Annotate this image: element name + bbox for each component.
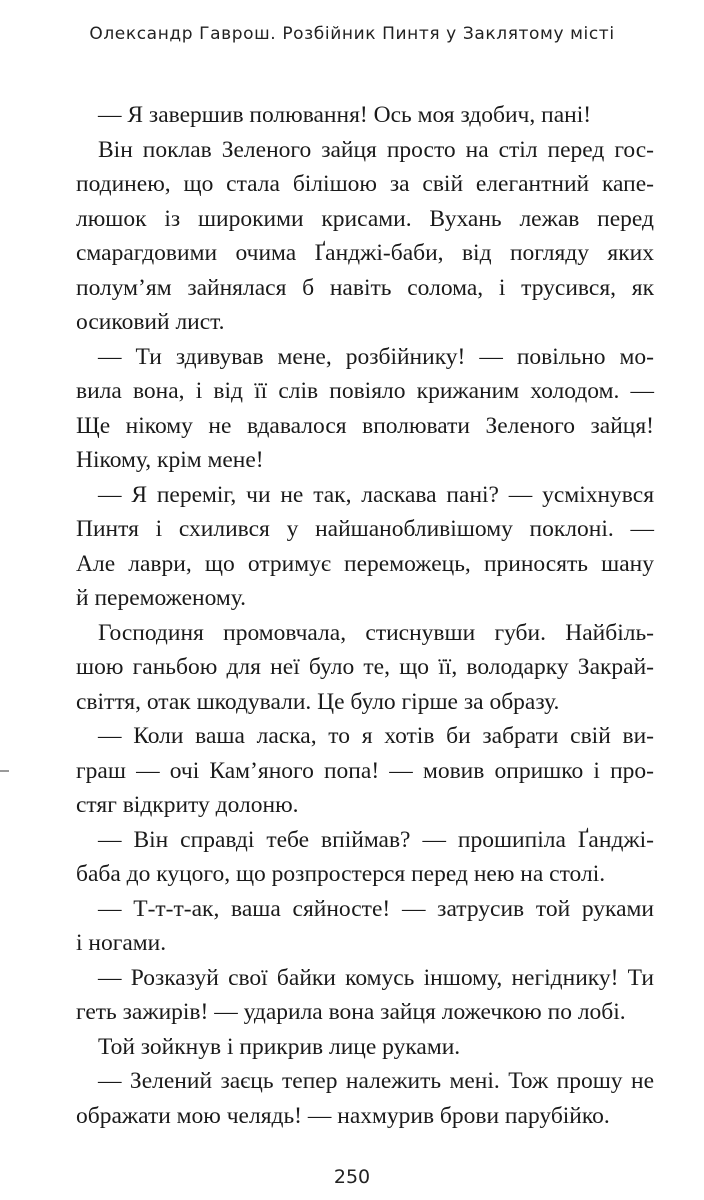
text-line: осиковий лист. <box>76 309 225 335</box>
text-line: — Т-т-т-ак, ваша сяйносте! — затрусив той руками <box>98 895 654 922</box>
text-line: — Розказуй свої байки комусь іншому, негіднику! Ти <box>98 964 654 991</box>
text-line: свіття, отак шкодували. Це було гірше за образу. <box>76 688 560 715</box>
text-line: Нікому, крім мене! <box>76 447 264 473</box>
text-line: шою ганьбою для неї було те, що її, володарку Закрай- <box>76 654 654 680</box>
text-line: стяг відкриту долоню. <box>76 792 299 818</box>
text-line: подинею, що стала білішою за свій елегантний капе- <box>76 171 654 197</box>
text-line: Той зойкнув і прикрив лице руками. <box>98 1033 461 1060</box>
text-line: — Зелений заєць тепер належить мені. Тож прошу не <box>98 1068 654 1094</box>
text-line: граш — очі Кам’яного попа! — мовив опришко і про- <box>76 757 654 784</box>
text-line: Ще нікому не вдавалося вполювати Зеленого зайця! <box>76 412 654 439</box>
text-line: геть зажирів! — ударила вона зайця ложечкою по лобі. <box>76 999 626 1025</box>
text-line: — Він справді тебе впіймав? — прошипіла Ґанджі- <box>98 826 654 853</box>
text-line: люшок із широкими крисами. Вухань лежав перед <box>76 205 654 232</box>
page-number: 250 <box>333 1166 371 1188</box>
text-line: Він поклав Зеленого зайця просто на стіл перед гос- <box>98 136 654 163</box>
body-text <box>76 98 654 1133</box>
text-line: й переможеному. <box>76 585 247 611</box>
text-line: — Я завершив полювання! Ось моя здобич, пані! <box>98 102 592 128</box>
text-line: ображати мою челядь! — нахмурив брови парубійко. <box>76 1102 610 1129</box>
text-line: Пинтя і схилився у найшанобливішому поклоні. — <box>76 516 654 542</box>
text-line: і ногами. <box>76 930 167 956</box>
text-line: — Коли ваша ласка, то я хотів би забрати свій ви- <box>98 723 654 749</box>
text-line: смарагдовими очима Ґанджі-баби, від погляду яких <box>76 240 654 266</box>
text-line: полум’ям зайнялася б навіть солома, і трусився, як <box>76 274 654 301</box>
text-line: Але лаври, що отримує переможець, приносять шану <box>76 550 654 577</box>
text-line: — Ти здивував мене, розбійнику! — повільно мо- <box>98 343 654 370</box>
text-line: — Я переміг, чи не так, ласкава пані? — усміхнувся <box>98 481 654 508</box>
running-header: Олександр Гаврош. Розбійник Пинтя у Заклятому місті <box>89 24 615 44</box>
margin-mark <box>0 770 9 772</box>
text-line: баба до куцого, що розпростерся перед нею на столі. <box>76 861 606 887</box>
text-line: вила вона, і від її слів повіяло крижаним холодом. — <box>76 378 654 404</box>
text-line: Господиня промовчала, стиснувши губи. Найбіль- <box>98 619 654 646</box>
